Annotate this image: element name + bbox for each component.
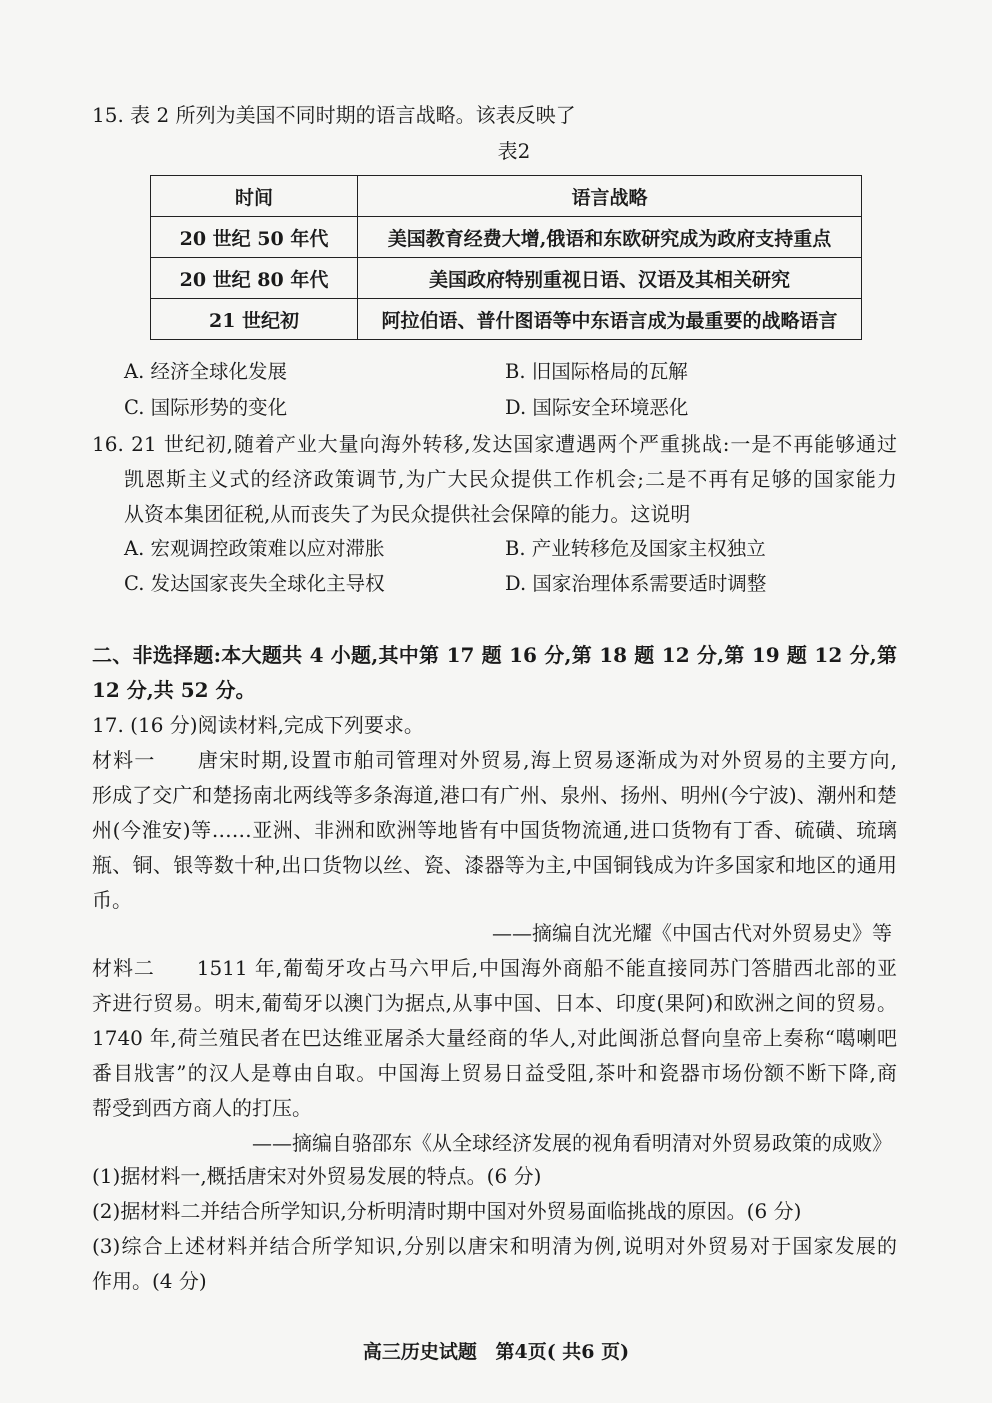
q16-stem-line: 凯恩斯主义式的经济政策调节,为广大民众提供工作机会;二是不再有足够的国家能力 bbox=[124, 467, 897, 491]
q16-option-b[interactable]: B. 产业转移危及国家主权独立 bbox=[505, 537, 766, 560]
material2-source: ——摘编自骆邵东《从全球经济发展的视角看明清对外贸易政策的成败》 bbox=[252, 1131, 892, 1155]
q16-stem-line: 16. 21 世纪初,随着产业大量向海外转移,发达国家遭遇两个严重挑战:一是不再能够通过 bbox=[92, 432, 897, 456]
material1-line: 形成了交广和楚扬南北两线等多条海道,港口有广州、泉州、扬州、明州(今宁波)、潮州和楚 bbox=[92, 783, 897, 807]
table-header-row bbox=[151, 176, 862, 217]
table-cell-time: 20 世纪 50 年代 bbox=[151, 217, 358, 258]
table-cell-time: 20 世纪 80 年代 bbox=[151, 258, 358, 299]
material2-line: 1740 年,荷兰殖民者在巴达维亚屠杀大量经商的华人,对此闽浙总督向皇帝上奏称“噶喇吧 bbox=[92, 1026, 897, 1050]
material1-line: 材料一 唐宋时期,设置市舶司管理对外贸易,海上贸易逐渐成为对外贸易的主要方向, bbox=[92, 748, 897, 772]
q16-option-a[interactable]: A. 宏观调控政策难以应对滞胀 bbox=[124, 537, 385, 560]
material2-line: 齐进行贸易。明末,葡萄牙以澳门为据点,从事中国、日本、印度(果阿)和欧洲之间的贸易。 bbox=[92, 991, 897, 1015]
q17-sub-question-3-cont: 作用。(4 分) bbox=[92, 1269, 207, 1293]
table-row bbox=[151, 299, 862, 340]
table-header-time: 时间 bbox=[151, 176, 358, 217]
q15-option-b[interactable]: B. 旧国际格局的瓦解 bbox=[505, 360, 688, 383]
q15-option-d[interactable]: D. 国际安全环境恶化 bbox=[505, 396, 689, 419]
q17-sub-question-1: (1)据材料一,概括唐宋对外贸易发展的特点。(6 分) bbox=[92, 1164, 542, 1188]
q15-stem: 15. 表 2 所列为美国不同时期的语言战略。该表反映了 bbox=[92, 103, 576, 127]
material1-source: ——摘编自沈光耀《中国古代对外贸易史》等 bbox=[492, 921, 892, 945]
table-cell-strategy: 阿拉伯语、普什图语等中东语言成为最重要的战略语言 bbox=[358, 299, 862, 340]
page-footer bbox=[0, 1337, 992, 1364]
table-row bbox=[151, 217, 862, 258]
q15-option-c[interactable]: C. 国际形势的变化 bbox=[124, 396, 288, 419]
material1-line: 瓶、铜、银等数十种,出口货物以丝、瓷、漆器等为主,中国铜钱成为许多国家和地区的通用 bbox=[92, 853, 897, 877]
material2-line: 帮受到西方商人的打压。 bbox=[92, 1096, 312, 1120]
q17-sub-question-2: (2)据材料二并结合所学知识,分析明清时期中国对外贸易面临挑战的原因。(6 分) bbox=[92, 1199, 802, 1223]
material1-line: 币。 bbox=[92, 888, 132, 912]
table-cell-strategy: 美国政府特别重视日语、汉语及其相关研究 bbox=[358, 258, 862, 299]
language-strategy-table bbox=[150, 175, 862, 340]
footer-subject: 高三历史试题 bbox=[362, 1341, 477, 1363]
q16-option-d[interactable]: D. 国家治理体系需要适时调整 bbox=[505, 572, 767, 595]
table-cell-strategy: 美国教育经费大增,俄语和东欧研究成为政府支持重点 bbox=[358, 217, 862, 258]
footer-page-number: 第4页( 共6 页) bbox=[495, 1341, 630, 1363]
q17-stem: 17. (16 分)阅读材料,完成下列要求。 bbox=[92, 713, 424, 737]
q16-option-c[interactable]: C. 发达国家丧失全球化主导权 bbox=[124, 572, 385, 595]
table-caption: 表2 bbox=[497, 139, 531, 163]
material2-line: 材料二 1511 年,葡萄牙攻占马六甲后,中国海外商船不能直接同苏门答腊西北部的亚 bbox=[92, 956, 897, 980]
table-header-strategy: 语言战略 bbox=[358, 176, 862, 217]
material2-line: 番目戕害”的汉人是尊由自取。中国海上贸易日益受阻,茶叶和瓷器市场份额不断下降,商 bbox=[92, 1061, 897, 1085]
section2-heading: 二、非选择题:本大题共 4 小题,其中第 17 题 16 分,第 18 题 12 分,第 19 题 12 分,第 bbox=[92, 643, 897, 667]
q17-sub-question-3: (3)综合上述材料并结合所学知识,分别以唐宋和明清为例,说明对外贸易对于国家发展的 bbox=[92, 1234, 897, 1258]
table-row bbox=[151, 258, 862, 299]
q16-stem-line: 从资本集团征税,从而丧失了为民众提供社会保障的能力。这说明 bbox=[124, 502, 691, 526]
section2-heading-cont: 12 分,共 52 分。 bbox=[92, 678, 256, 702]
table-cell-time: 21 世纪初 bbox=[151, 299, 358, 340]
q15-option-a[interactable]: A. 经济全球化发展 bbox=[124, 360, 287, 383]
material1-line: 州(今淮安)等……亚洲、非洲和欧洲等地皆有中国货物流通,进口货物有丁香、硫磺、琉璃 bbox=[92, 818, 897, 842]
